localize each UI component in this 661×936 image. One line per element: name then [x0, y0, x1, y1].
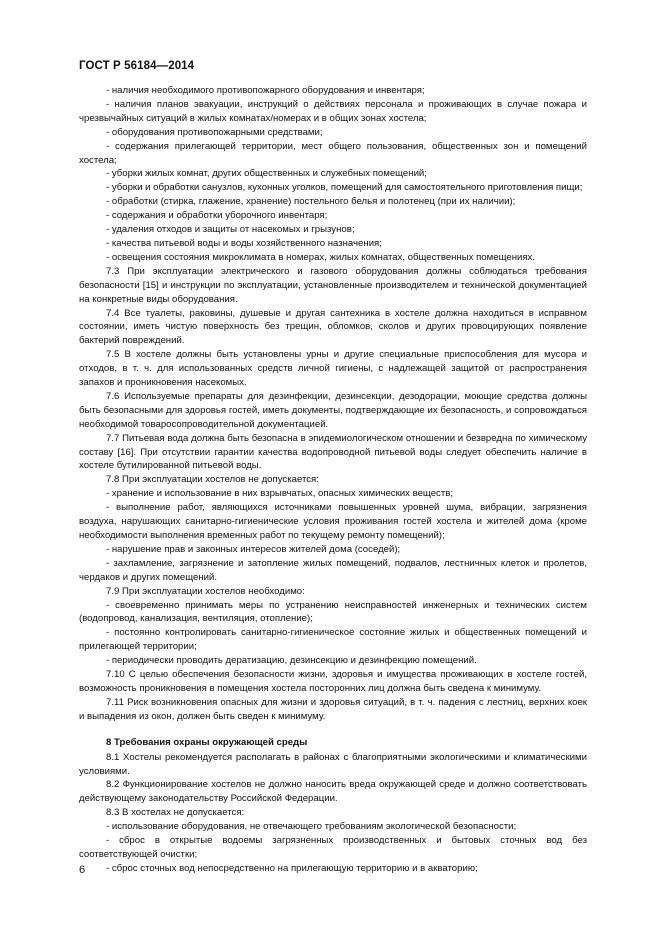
page-number: 6	[79, 864, 86, 876]
paragraph: - захламление, загрязнение и затопление жилых помещений, подвалов, лестничных клеток и пролетов, чердаков и других помещений.	[79, 557, 587, 583]
paragraph: - сброс в открытые водоемы загрязненных производственных и бытовых сточных вод без соответствующей очистки;	[79, 835, 587, 860]
paragraph: - удаления отходов и защиты от насекомых и грызунов;	[106, 224, 355, 236]
paragraph: 8.3 В хостелах не допускается:	[106, 807, 245, 819]
paragraph: - наличия необходимого противопожарного оборудования и инвентаря;	[106, 85, 425, 96]
paragraph: - содержания прилегающей территории, мест общего пользования, общественных зон и помещений хостела;	[79, 140, 587, 166]
paragraph: - выполнение работ, являющихся источниками повышенных уровней шума, вибрации, загрязнения воздуха, нарушающих санитарно-гигиенические условия проживания гостей хостела и жителей дома (кроме необходимости выполнения временных работ по текущему ремонту помещений);	[79, 502, 587, 541]
section-gap	[79, 724, 587, 736]
paragraph: - содержания и обработки уборочного инвентаря;	[106, 210, 328, 222]
paragraph: - сброс сточных вод непосредственно на прилегающую территорию и в акваторию;	[106, 862, 478, 874]
paragraph: 7.4 Все туалеты, раковины, душевые и другая сантехника в хостеле должна находиться в исправном состоянии, иметь чистую поверхность без трещин, обломков, сколов и других провоцирующих появление бактерий повреждений.	[79, 307, 587, 347]
paragraph: 7.10 С целью обеспечения безопасности жизни, здоровья и имущества проживающих в хостеле гостей, возможность проникновения в помещения хостела посторонних лиц должна быть сведена к минимуму.	[79, 669, 587, 694]
paragraph: - уборки и обработки санузлов, кухонных уголков, помещений для самостоятельного приготовления пищи;	[106, 182, 583, 194]
paragraph: 7.11 Риск возникновения опасных для жизни и здоровья ситуаций, в т. ч. падения с лестниц, верхних коек и выпадения из окон, должен быть сведен к минимуму.	[79, 696, 587, 722]
paragraph: - наличия планов эвакуации, инструкций о действиях персонала и проживающих в случае пожара и чрезвычайных ситуаций в жилых комнатах/номерах и в общих зонах хостела;	[79, 98, 587, 124]
paragraph: - качества питьевой воды и воды хозяйственного назначения;	[106, 237, 382, 249]
paragraph: 7.7 Питьевая вода должна быть безопасна в эпидемиологическом отношении и безвредна по химическому составу [16]. При отсутствии гарантии качества водопроводной питьевой воды следует обеспечить наличие в хостеле бутилированной питьевой воды.	[79, 432, 587, 472]
paragraph: 7.6 Используемые препараты для дезинфекции, дезинсекции, дезодорации, моющие средства должны быть безопасными для здоровья гостей, иметь документы, подтверждающие их безопасность, и сопровождаться необходимой товаросопроводительной документацией.	[79, 390, 587, 430]
paragraph: - обработки (стирка, глажение, хранение) постельного белья и полотенец (при их наличии);	[106, 196, 516, 208]
document-body	[79, 84, 587, 876]
paragraph: - хранение и использование в них взрывчатых, опасных химических веществ;	[106, 488, 454, 500]
paragraph: - своевременно принимать меры по устранению неисправностей инженерных и технических систем (водопровод, канализация, вентиляция, отопление);	[79, 599, 587, 625]
paragraph: - использование оборудования, не отвечающего требованиям экологической безопасности;	[106, 821, 517, 833]
paragraph: - постоянно контролировать санитарно-гигиеническое состояние жилых и общественных помещений и прилегающей территории;	[79, 627, 587, 653]
document-header: ГОСТ Р 56184—2014	[79, 60, 195, 72]
paragraph: 8.1 Хостелы рекомендуется располагать в районах с благоприятными экологическими и климатическими условиями.	[79, 751, 587, 777]
paragraph: 7.3 При эксплуатации электрического и газового оборудования должны соблюдаться требования безопасности [15] и инструкции по эксплуатации, установленные производителем и технической документацией на конкретные виды оборудования.	[79, 265, 587, 305]
paragraph: 7.8 При эксплуатации хостелов не допускается:	[106, 474, 319, 486]
paragraph: 8.2 Функционирование хостелов не должно наносить вреда окружающей среде и должно соответствовать действующему законодательству Российской Федерации.	[79, 779, 587, 805]
paragraph: - оборудования противопожарными средствами;	[106, 126, 323, 138]
paragraph: - освещения состояния микроклимата в номерах, жилых комнатах, общественных помещениях.	[106, 251, 536, 263]
paragraph: - уборки жилых комнат, других общественных и служебных помещений;	[106, 168, 427, 180]
paragraph: 7.9 При эксплуатации хостелов необходимо:	[106, 585, 305, 597]
paragraph: - нарушение прав и законных интересов жителей дома (соседей);	[106, 543, 401, 555]
section-heading: 8 Требования охраны окружающей среды	[106, 736, 308, 748]
paragraph: - периодически проводить дератизацию, дезинсекцию и дезинфекцию помещений.	[106, 655, 477, 667]
paragraph: 7.5 В хостеле должны быть установлены урны и другие специальные приспособления для мусора и отходов, в т. ч. для использованных средств личной гигиены, с надлежащей защитой от распространения запахов и проникновения насекомых.	[79, 349, 587, 389]
